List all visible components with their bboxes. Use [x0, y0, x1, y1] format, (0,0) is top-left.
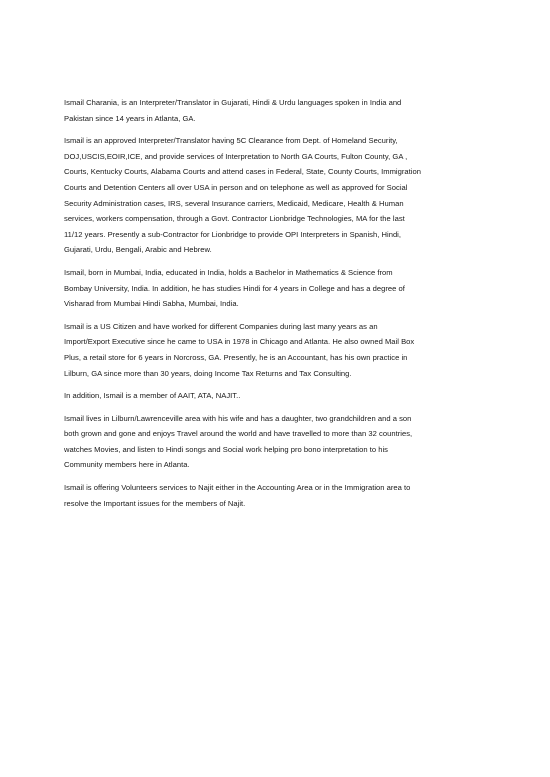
- paragraph-volunteer: [64, 480, 492, 511]
- document-page: [64, 95, 492, 518]
- text-line: Courts and Detention Centers all over USA in person and on telephone as well as approved for Social: [64, 182, 408, 192]
- paragraph-career: [64, 319, 492, 381]
- text-line: Ismail is a US Citizen and have worked for different Companies during last many years as an: [64, 321, 378, 331]
- text-line: 11/12 years. Presently a sub-Contractor for Lionbridge to provide OPI Interpreters in Spanish, Hindi,: [64, 229, 402, 239]
- text-line: both grown and gone and enjoys Travel around the world and have travelled to more than 32 countries,: [64, 429, 413, 439]
- text-line: Courts, Kentucky Courts, Alabama Courts and attend cases in Federal, State, County Courts, Immigration: [64, 167, 422, 177]
- text-line: services, workers compensation, through a Govt. Contractor Lionbridge Technologies, MA for the last: [64, 214, 405, 224]
- paragraph-personal: [64, 411, 492, 473]
- text-line: Plus, a retail store for 6 years in Norcross, GA. Presently, he is an Accountant, has his own practice in: [64, 352, 408, 362]
- text-line: resolve the Important issues for the members of Najit.: [64, 498, 246, 508]
- text-line: Lilburn, GA since more than 30 years, doing Income Tax Returns and Tax Consulting.: [64, 368, 352, 378]
- text-line: Ismail is offering Volunteers services to Najit either in the Accounting Area or in the Immigration area to: [64, 483, 411, 493]
- text-line: Community members here in Atlanta.: [64, 460, 190, 470]
- text-line: Bombay University, India. In addition, he has studies Hindi for 4 years in College and has a degree of: [64, 283, 405, 293]
- paragraph-intro: [64, 95, 492, 126]
- text-line: Ismail Charania, is an Interpreter/Translator in Gujarati, Hindi & Urdu languages spoken in India and: [64, 98, 402, 107]
- text-line: watches Movies, and listen to Hindi songs and Social work helping pro bono interpretation to his: [64, 444, 388, 454]
- paragraph-education: [64, 265, 492, 312]
- text-line: Gujarati, Urdu, Bengali, Arabic and Hebrew.: [64, 245, 212, 255]
- text-line: Visharad from Mumbai Hindi Sabha, Mumbai, India.: [64, 299, 239, 309]
- paragraph-clearance: [64, 133, 492, 258]
- text-line: Pakistan since 14 years in Atlanta, GA.: [64, 113, 196, 123]
- text-line: Import/Export Executive since he came to USA in 1978 in Chicago and Atlanta. He also owned Mail Box: [64, 337, 415, 347]
- text-line: Ismail, born in Mumbai, India, educated in India, holds a Bachelor in Mathematics & Science from: [64, 267, 393, 277]
- text-line: Ismail is an approved Interpreter/Translator having 5C Clearance from Dept. of Homeland Security,: [64, 136, 398, 146]
- text-line: Ismail lives in Lilburn/Lawrenceville area with his wife and has a daughter, two grandchildren and a son: [64, 413, 412, 423]
- text-line: In addition, Ismail is a member of AAIT, ATA, NAJIT..: [64, 391, 241, 401]
- paragraph-memberships: [64, 388, 492, 404]
- text-line: Security Administration cases, IRS, several Insurance carriers, Medicaid, Medicare, Health & Human: [64, 198, 404, 208]
- text-line: DOJ,USCIS,EOIR,ICE, and provide services of Interpretation to North GA Courts, Fulton County, GA ,: [64, 151, 408, 161]
